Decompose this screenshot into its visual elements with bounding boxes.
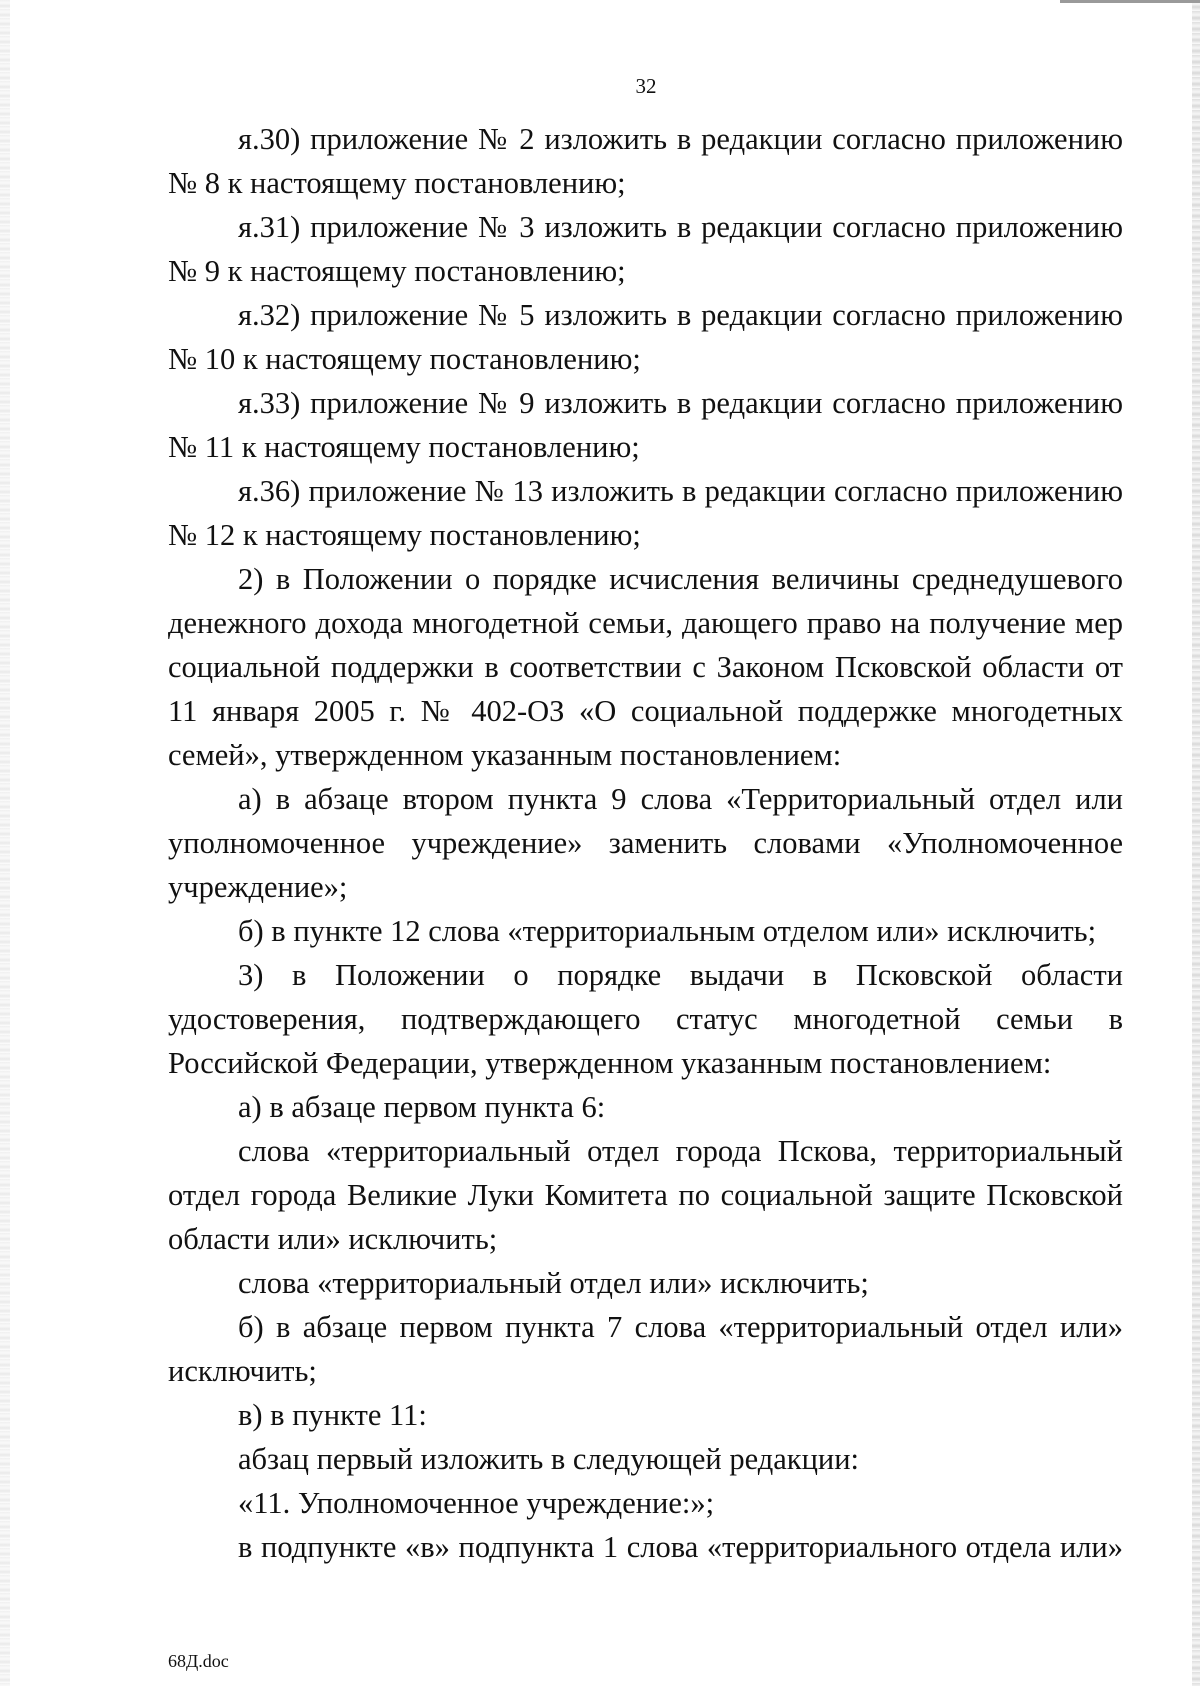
scan-edge-right xyxy=(1192,0,1200,1686)
paragraph: б) в абзаце первом пункта 7 слова «территориальный отдел или» исключить; xyxy=(168,1310,1123,1388)
document-body xyxy=(168,117,1123,1569)
paragraph: я.36) приложение № 13 изложить в редакции согласно приложению № 12 к настоящему постановлению; xyxy=(168,474,1123,552)
paragraph: в) в пункте 11: xyxy=(238,1398,427,1432)
paragraph: б) в пункте 12 слова «территориальным отделом или» исключить; xyxy=(238,914,1097,948)
page-number: 32 xyxy=(635,74,657,98)
paragraph: абзац первый изложить в следующей редакции: xyxy=(238,1442,860,1476)
paragraph: слова «территориальный отдел или» исключить; xyxy=(238,1266,869,1300)
paragraph: 3) в Положении о порядке выдачи в Псковской области удостоверения, подтверждающего статус многодетной семьи в Российской Федерации, утвержденном указанным постановлением: xyxy=(168,958,1123,1080)
paragraph: в подпункте «в» подпункта 1 слова «территориального отдела или» xyxy=(238,1530,1123,1564)
paragraph: я.32) приложение № 5 изложить в редакции согласно приложению № 10 к настоящему постановлению; xyxy=(168,298,1123,376)
document-filename-footer: 68Д.doc xyxy=(168,1651,229,1671)
paragraph: а) в абзаце втором пункта 9 слова «Территориальный отдел или уполномоченное учреждение» заменить словами «Уполномоченное учреждение»; xyxy=(168,782,1123,904)
paragraph: я.30) приложение № 2 изложить в редакции согласно приложению № 8 к настоящему постановлению; xyxy=(168,122,1123,200)
paragraph: а) в абзаце первом пункта 6: xyxy=(238,1090,606,1124)
scan-edge-left xyxy=(0,0,10,1686)
paragraph: я.31) приложение № 3 изложить в редакции согласно приложению № 9 к настоящему постановлению; xyxy=(168,210,1123,288)
paragraph: «11. Уполномоченное учреждение:»; xyxy=(238,1486,715,1520)
scan-edge-top xyxy=(1060,0,1200,3)
paragraph: я.33) приложение № 9 изложить в редакции согласно приложению № 11 к настоящему постановлению; xyxy=(168,386,1123,464)
paragraph: слова «территориальный отдел города Пскова, территориальный отдел города Великие Луки Комитета по социальной защите Псковской области или» исключить; xyxy=(168,1134,1123,1256)
paragraph: 2) в Положении о порядке исчисления величины среднедушевого денежного дохода многодетной семьи, дающего право на получение мер социальной поддержки в соответствии с Законом Псковской области от 11 января 2005 г. № 402-ОЗ «О социальной поддержке многодетных семей», утвержденном указанным постановлением: xyxy=(168,562,1123,772)
